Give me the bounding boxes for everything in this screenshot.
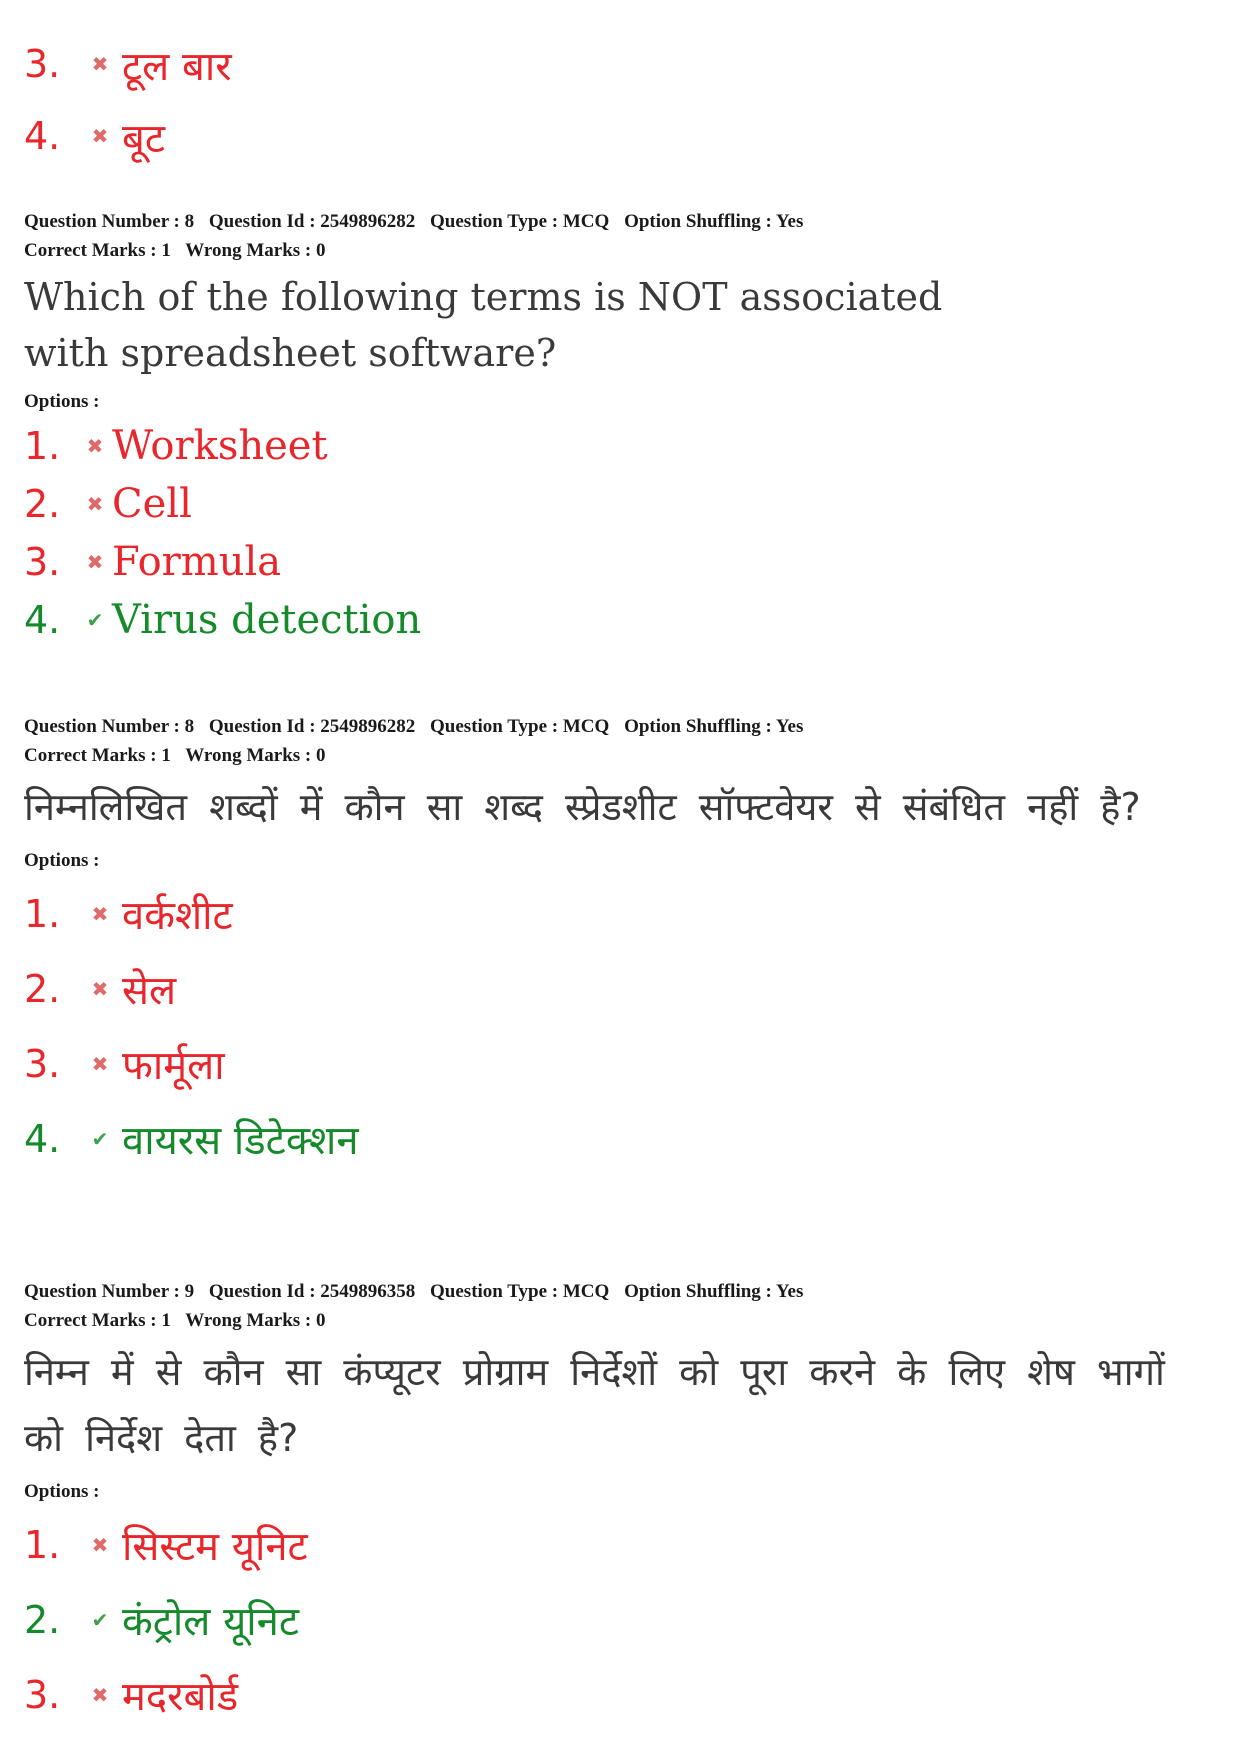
option-row — [24, 1507, 1214, 1582]
option-row — [24, 1657, 1214, 1732]
question-number: Question Number : 8 — [24, 716, 195, 737]
check-icon: ✔ — [91, 1607, 109, 1632]
correct-marks: Correct Marks : 1 — [24, 745, 171, 766]
option-number: 2. — [24, 482, 61, 526]
option-number: 3. — [24, 1041, 61, 1086]
cross-icon: ✖ — [91, 124, 109, 148]
cross-icon: ✖ — [91, 52, 109, 76]
cross-icon: ✖ — [91, 1682, 109, 1707]
question-meta-line — [24, 1277, 1214, 1306]
option-number: 3. — [24, 42, 61, 86]
question-id: Question Id : 2549896282 — [208, 211, 416, 232]
option-row — [24, 475, 1214, 533]
previous-question-options — [24, 28, 1214, 172]
question-id: Question Id : 2549896282 — [208, 716, 416, 737]
options-label: Options : — [24, 850, 100, 871]
option-text: वर्कशीट — [122, 893, 233, 939]
option-shuffling: Option Shuffling : Yes — [624, 1281, 804, 1302]
question-type: Question Type : MCQ — [430, 716, 610, 737]
option-text: Virus detection — [112, 597, 422, 643]
option-text: बूट — [122, 115, 165, 162]
option-number: 2. — [24, 1597, 61, 1642]
option-number: 3. — [24, 540, 61, 584]
option-row — [24, 1026, 1214, 1101]
wrong-marks: Wrong Marks : 0 — [185, 745, 326, 766]
options-label: Options : — [24, 391, 100, 412]
question-block — [24, 1277, 1214, 1732]
option-number: 4. — [24, 598, 61, 642]
option-row — [24, 100, 1214, 172]
options-label: Options : — [24, 1481, 100, 1502]
question-text: निम्नलिखित शब्दों में कौन सा शब्द स्प्रेडशीट सॉफ्टवेयर से संबंधित नहीं है? — [24, 785, 1141, 829]
option-text: टूल बार — [122, 43, 232, 90]
option-number: 3. — [24, 1672, 61, 1717]
option-number: 1. — [24, 891, 61, 936]
cross-icon: ✖ — [91, 901, 109, 926]
marks-meta-line — [24, 236, 1214, 265]
question-number: Question Number : 8 — [24, 211, 195, 232]
option-number: 4. — [24, 1116, 61, 1161]
question-block — [24, 207, 1214, 649]
option-text: Formula — [112, 539, 282, 585]
option-text: मदरबोर्ड — [122, 1674, 239, 1720]
option-row-correct — [24, 591, 1214, 649]
question-id: Question Id : 2549896358 — [208, 1281, 416, 1302]
question-number: Question Number : 9 — [24, 1281, 195, 1302]
option-shuffling: Option Shuffling : Yes — [624, 211, 804, 232]
option-text: कंट्रोल यूनिट — [122, 1599, 299, 1645]
wrong-marks: Wrong Marks : 0 — [185, 1310, 326, 1331]
option-row — [24, 28, 1214, 100]
option-text: फार्मूला — [122, 1043, 225, 1089]
cross-icon: ✖ — [86, 434, 104, 458]
option-row — [24, 951, 1214, 1026]
check-icon: ✔ — [86, 608, 104, 632]
marks-meta-line — [24, 741, 1214, 770]
question-text: Which of the following terms is NOT associated with spreadsheet software? — [24, 275, 943, 375]
question-block — [24, 712, 1214, 1176]
option-row — [24, 876, 1214, 951]
option-number: 1. — [24, 1522, 61, 1567]
option-text: Cell — [112, 481, 192, 527]
cross-icon: ✖ — [91, 976, 109, 1001]
correct-marks: Correct Marks : 1 — [24, 240, 171, 261]
option-number: 2. — [24, 966, 61, 1011]
option-text: सेल — [122, 968, 177, 1014]
option-row-correct — [24, 1101, 1214, 1176]
option-row-correct — [24, 1582, 1214, 1657]
option-text: Worksheet — [112, 423, 328, 469]
cross-icon: ✖ — [91, 1532, 109, 1557]
option-text: सिस्टम यूनिट — [122, 1524, 308, 1570]
option-text: वायरस डिटेक्शन — [122, 1118, 359, 1164]
question-type: Question Type : MCQ — [430, 1281, 610, 1302]
option-number: 4. — [24, 114, 61, 158]
question-meta-line — [24, 712, 1214, 741]
cross-icon: ✖ — [86, 492, 104, 516]
correct-marks: Correct Marks : 1 — [24, 1310, 171, 1331]
marks-meta-line — [24, 1306, 1214, 1335]
option-number: 1. — [24, 424, 61, 468]
cross-icon: ✖ — [86, 550, 104, 574]
cross-icon: ✖ — [91, 1051, 109, 1076]
option-row — [24, 417, 1214, 475]
question-meta-line — [24, 207, 1214, 236]
question-text: निम्न में से कौन सा कंप्यूटर प्रोग्राम निर्देशों को पूरा करने के लिए शेष भागों को निर्देश देता है? — [24, 1350, 1165, 1460]
question-type: Question Type : MCQ — [430, 211, 610, 232]
option-row — [24, 533, 1214, 591]
check-icon: ✔ — [91, 1126, 109, 1151]
wrong-marks: Wrong Marks : 0 — [185, 240, 326, 261]
option-shuffling: Option Shuffling : Yes — [624, 716, 804, 737]
